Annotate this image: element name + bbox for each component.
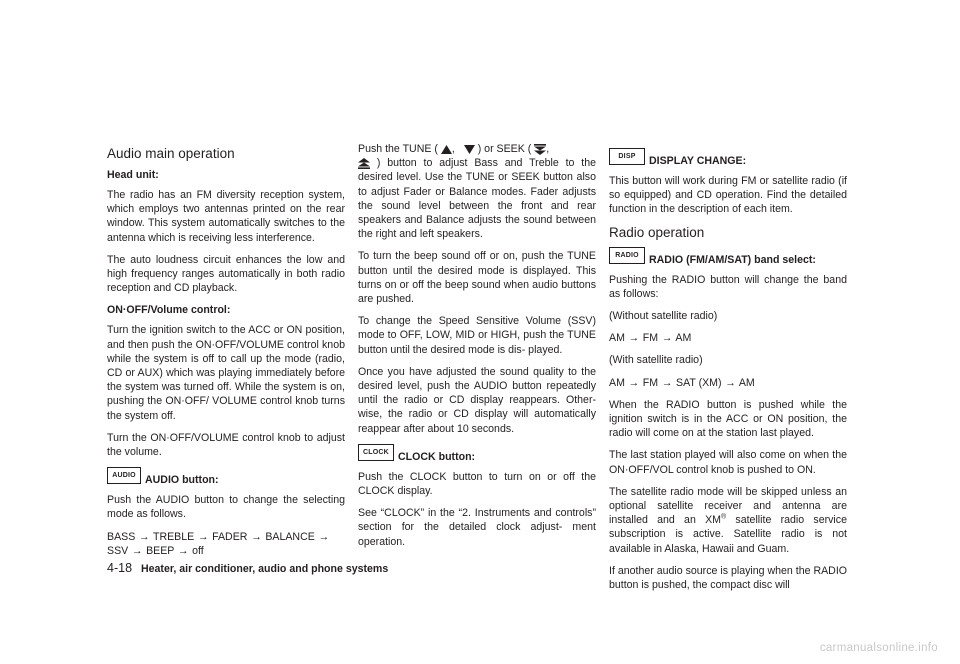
audio-button-heading bbox=[107, 467, 345, 487]
seq-item: SSV bbox=[107, 544, 129, 557]
seq-item: FM bbox=[642, 332, 659, 345]
arrow-icon: → bbox=[131, 544, 143, 557]
seek-down-icon bbox=[534, 144, 546, 155]
page-footer bbox=[107, 561, 388, 576]
paragraph-band: Pushing the RADIO button will change the band as follows: bbox=[609, 273, 847, 300]
clock-key-icon: CLOCK bbox=[358, 444, 394, 461]
tune-comma: , bbox=[451, 143, 455, 155]
section-title: Heater, air conditioner, audio and phone systems bbox=[140, 563, 389, 575]
seq-item: FM bbox=[642, 376, 659, 389]
seq-item: BALANCE bbox=[265, 530, 315, 543]
seq-item: BASS bbox=[107, 530, 136, 543]
paragraph-clock: Push the CLOCK button to turn on or off the CLOCK display. bbox=[358, 470, 596, 498]
paragraph-ignition: Turn the ignition switch to the ACC or ON position, and then push the ON·OFF/VOLUME control knob while the system is off to call up the mode (radio, CD or AUX) which was playing immediately before the system was turned off. While the system is on, pushing the ON·OFF/ VOLUME control knob turns the system off. bbox=[107, 324, 345, 422]
column-right bbox=[609, 142, 847, 600]
paragraph-fm-diversity: The radio has an FM diversity reception system, which employs two antennas printed on the rear window. This system automatically switches to the antenna which is receiving less interference. bbox=[107, 189, 345, 244]
paragraph-satellite bbox=[609, 485, 847, 556]
audio-mode-sequence bbox=[107, 530, 345, 558]
paragraph-audio-mode: Push the AUDIO button to change the selecting mode as follows. bbox=[107, 494, 345, 521]
seq-item: AM bbox=[609, 332, 625, 345]
tune-up-icon bbox=[441, 145, 452, 154]
tune-text-a: Push the TUNE ( bbox=[358, 143, 438, 155]
column-left bbox=[107, 142, 345, 566]
audio-button-label: AUDIO button: bbox=[145, 474, 219, 487]
paragraph-volume: Turn the ON·OFF/VOLUME control knob to adjust the volume. bbox=[107, 431, 345, 459]
paragraph-beep: To turn the beep sound off or on, push the TUNE button until the desired mode is displayed. This turns on or off the beep sound when audio buttons are pushed. bbox=[358, 250, 596, 306]
clock-button-label: CLOCK button: bbox=[398, 450, 476, 463]
seq-item: TREBLE bbox=[152, 530, 195, 543]
seq-item: SAT (XM) bbox=[676, 376, 722, 389]
arrow-icon: → bbox=[318, 530, 330, 543]
disp-key-icon: DISP bbox=[609, 148, 645, 165]
arrow-icon: → bbox=[725, 376, 736, 389]
arrow-icon: → bbox=[251, 530, 262, 543]
seq-item: off bbox=[192, 544, 204, 557]
sat-text-b: satellite radio service subscription is active. Satellite radio is not available in Alaska, Hawaii and Guam. bbox=[609, 514, 847, 555]
paragraph-last-station: The last station played will also come on when the ON·OFF/VOL control knob is pushed to ON. bbox=[609, 449, 847, 476]
column-middle bbox=[358, 142, 596, 557]
head-unit-subheading: Head unit: bbox=[107, 169, 159, 181]
arrow-icon: → bbox=[197, 530, 209, 543]
radio-button-label: RADIO (FM/AM/SAT) band select: bbox=[649, 253, 816, 266]
band-sequence-1 bbox=[609, 331, 847, 345]
seq-item: AM bbox=[738, 376, 755, 389]
section-heading-radio: Radio operation bbox=[609, 224, 705, 240]
with-sat-label: (With satellite radio) bbox=[609, 354, 703, 367]
seq-item: FADER bbox=[212, 530, 248, 543]
arrow-icon: → bbox=[661, 332, 673, 345]
tune-text-c: ) button to adjust Bass and Treble to the desired level. Use the TUNE or SEEK button also to adjust Fader or Balance modes. Fader adjusts the sound level between the front and rear speakers and Balance adjusts the sound between the right and left speakers. bbox=[358, 157, 596, 241]
paragraph-tune-seek bbox=[358, 142, 596, 241]
clock-button-heading bbox=[358, 444, 596, 464]
arrow-icon: → bbox=[628, 332, 640, 345]
paragraph-other-source: If another audio source is playing when the RADIO button is pushed, the compact disc will bbox=[609, 564, 847, 592]
onoff-volume-subheading: ON·OFF/Volume control: bbox=[107, 304, 231, 317]
sat-text-a: The satellite radio mode will be skipped unless an optional satellite receiver and antenna are installed and an XM bbox=[609, 485, 847, 527]
seq-item: AM bbox=[675, 332, 692, 345]
without-sat-label: (Without satellite radio) bbox=[609, 310, 718, 323]
audio-key-icon: AUDIO bbox=[107, 467, 141, 484]
arrow-icon: → bbox=[138, 530, 150, 543]
tune-comma: , bbox=[546, 143, 550, 155]
seq-item: AM bbox=[609, 376, 625, 389]
disp-button-heading bbox=[609, 148, 847, 168]
paragraph-auto-loudness: The auto loudness circuit enhances the low and high frequency ranges automatically in both radio reception and CD playback. bbox=[107, 253, 345, 295]
arrow-icon: → bbox=[628, 376, 640, 389]
arrow-icon: → bbox=[661, 376, 673, 389]
radio-button-heading bbox=[609, 247, 847, 267]
arrow-icon: → bbox=[177, 544, 189, 557]
section-heading-audio-main: Audio main operation bbox=[107, 146, 235, 161]
paragraph-sound-quality: Once you have adjusted the sound quality to the desired level, push the AUDIO button repeatedly until the radio or CD display reappears. Other- wise, the radio or CD display will automatically reappear after about 10 seconds. bbox=[358, 365, 596, 435]
disp-button-label: DISPLAY CHANGE: bbox=[649, 155, 747, 167]
seq-item: BEEP bbox=[146, 544, 175, 557]
tune-down-icon bbox=[464, 145, 475, 154]
seek-up-icon bbox=[358, 158, 370, 169]
registered-mark: ® bbox=[721, 513, 727, 521]
radio-key-icon: RADIO bbox=[609, 247, 645, 264]
paragraph-ssv: To change the Speed Sensitive Volume (SSV) mode to OFF, LOW, MID or HIGH, push the TUNE button until the desired mode is dis- played. bbox=[358, 315, 596, 356]
band-sequence-2 bbox=[609, 376, 847, 390]
page-number: 4-18 bbox=[107, 561, 133, 575]
paragraph-clock-see: See “CLOCK” in the “2. Instruments and controls” section for the detailed clock adjust- ment operation. bbox=[358, 507, 596, 548]
tune-text-b: ) or SEEK ( bbox=[477, 143, 532, 155]
paragraph-display-change: This button will work during FM or satellite radio (if so equipped) and CD operation. Find the detailed function in the description of each item. bbox=[609, 175, 847, 216]
paragraph-radio-pushed: When the RADIO button is pushed while the ignition switch is in the ACC or ON position, the radio will come on at the station last played. bbox=[609, 398, 847, 440]
watermark: carmanualsonline.info bbox=[819, 642, 938, 654]
